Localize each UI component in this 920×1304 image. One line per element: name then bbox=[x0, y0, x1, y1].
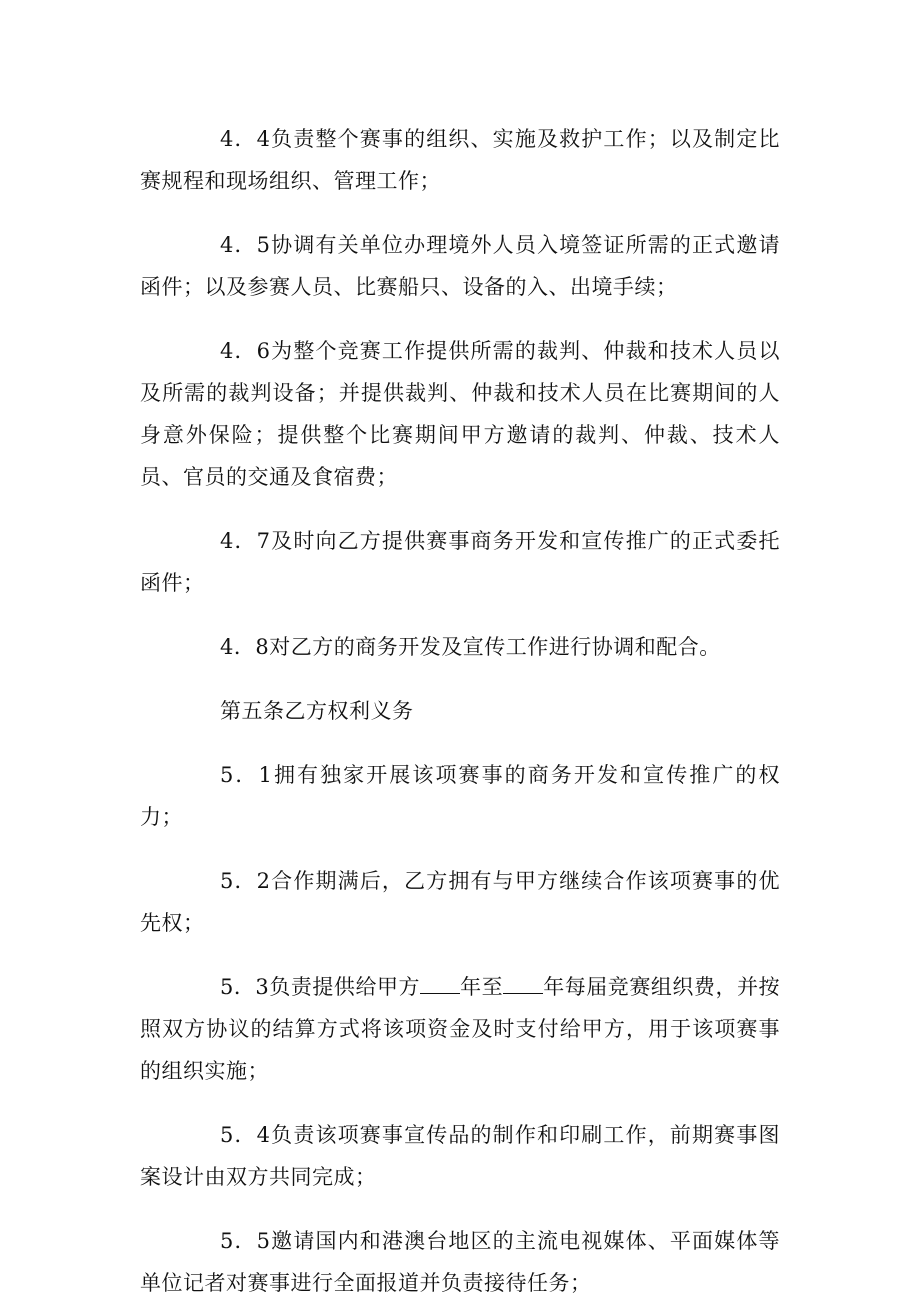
clause-5-3-part3: 年每届竞赛组织费，并按照双方协议的结算方式将该项资金及时支付给甲方，用于该项赛事的组织实施； bbox=[140, 975, 781, 1083]
blank-year-end bbox=[503, 975, 543, 994]
clause-5-3-part2: 年至 bbox=[460, 975, 504, 999]
section-heading-article-5: 第五条乙方权利义务 bbox=[220, 699, 414, 723]
clause-5-5: 5．5邀请国内和港澳台地区的主流电视媒体、平面媒体等单位记者对赛事进行全面报道并负责接待任务； bbox=[140, 1229, 780, 1295]
clause-4-6: 4．6为整个竞赛工作提供所需的裁判、仲裁和技术人员以及所需的裁判设备；并提供裁判、仲裁和技术人员在比赛期间的人身意外保险；提供整个比赛期间甲方邀请的裁判、仲裁、技术人员、官员的交通及食宿费； bbox=[140, 339, 780, 489]
clause-4-5: 4．5协调有关单位办理境外人员入境签证所需的正式邀请函件；以及参赛人员、比赛船只、设备的入、出境手续； bbox=[140, 233, 780, 299]
clause-5-1: 5．1拥有独家开展该项赛事的商务开发和宣传推广的权力； bbox=[140, 763, 780, 829]
clause-5-2: 5．2合作期满后，乙方拥有与甲方继续合作该项赛事的优先权； bbox=[140, 869, 780, 935]
clause-4-4: 4．4负责整个赛事的组织、实施及救护工作；以及制定比赛规程和现场组织、管理工作； bbox=[140, 127, 780, 193]
clause-4-8: 4．8对乙方的商务开发及宣传工作进行协调和配合。 bbox=[220, 635, 721, 659]
blank-year-start bbox=[420, 975, 460, 994]
clause-5-3 bbox=[140, 966, 780, 1092]
clause-5-3-part1: 5．3负责提供给甲方 bbox=[220, 975, 421, 999]
clause-5-4: 5．4负责该项赛事宣传品的制作和印刷工作，前期赛事图案设计由双方共同完成； bbox=[140, 1123, 780, 1189]
clause-4-7: 4．7及时向乙方提供赛事商务开发和宣传推广的正式委托函件； bbox=[140, 529, 780, 595]
